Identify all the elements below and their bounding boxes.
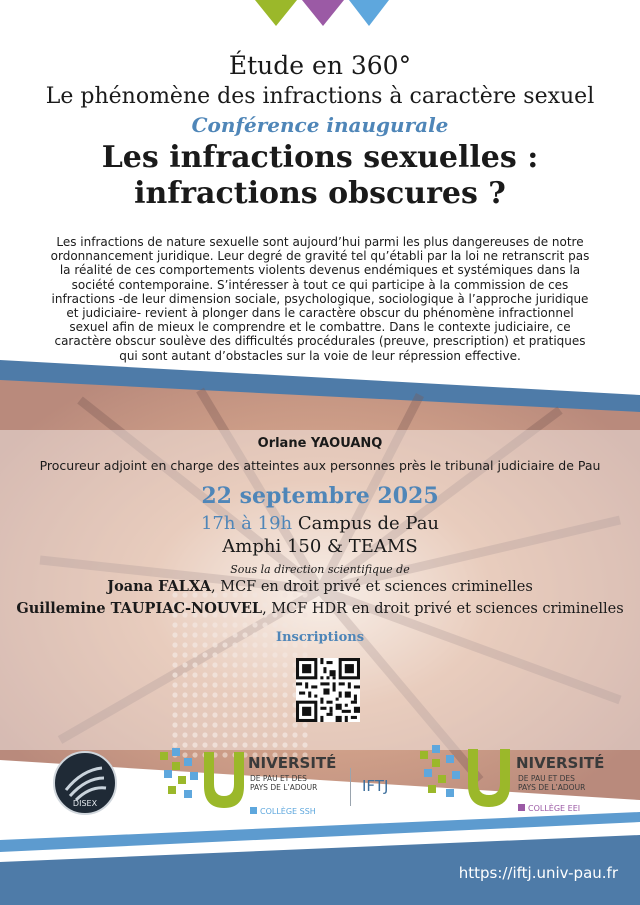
website-link[interactable]: https://iftj.univ-pau.fr [458, 864, 618, 882]
logo-divider [350, 768, 351, 806]
college-eei-label: COLLÈGE EEI [528, 804, 581, 813]
disex-logo [52, 750, 118, 816]
registration-label: Inscriptions [275, 630, 365, 645]
conference-title-line1: Les infractions sexuelles : [101, 140, 539, 175]
event-time-place [0, 513, 640, 534]
triangle-decorations [255, 0, 390, 30]
speaker-name: Orlane YAOUANQ [257, 436, 383, 451]
uppa-line3-eei: PAYS DE L’ADOUR [518, 783, 586, 792]
event-room: Amphi 150 & TEAMS [222, 536, 418, 557]
uppa-subtitle-eei [518, 774, 585, 792]
iftj-logo: IFTJ [362, 777, 389, 795]
director-2-title: , MCF HDR en droit privé et sciences criminelles [262, 601, 624, 617]
direction-label: Sous la direction scientifique de [230, 563, 410, 576]
uppa-line3-ssh: PAYS DE L’ADOUR [250, 783, 318, 792]
subtitle: Le phénomène des infractions à caractère sexuel [45, 84, 595, 109]
uppa-niversite-ssh: NIVERSITÉ [248, 754, 337, 772]
green-triangle [255, 0, 297, 26]
uppa-pixel-mark-eei [420, 745, 512, 809]
college-ssh [250, 807, 316, 816]
event-time: 17h à 19h [200, 513, 293, 534]
conference-label: Conférence inaugurale [191, 113, 449, 137]
director-1 [0, 578, 640, 595]
purple-triangle [302, 0, 344, 26]
abstract-text: Les infractions de nature sexuelle sont aujourd’hui parmi les plus dangereuses de notre ordonnancement juridique. Leur degré de gravité tel qu’établi par la loi ne retranscrit pas la réalité de ces comportements violents devenus endémiques et systémiques dans la société contemporaine. S’intéresser à tout ce qui participe à la commission de ces infractions -de leur dimension sociale, psychologique, sociologique à l’approche juridique et judiciaire- revient à plonger dans le caractère obscur du phénomène infractionnel sexuel afin de mieux le comprendre et le combattre. Dans le contexte judiciaire, ce caractère obscur soulève des difficultés procédurales (preuve, prescription) et pratiques qui sont autant d’obstacles sur la voie de leur répression effective. [50, 235, 590, 363]
college-eei [518, 804, 580, 813]
disex-logo-text: DISEX [72, 799, 98, 808]
event-date: 22 septembre 2025 [201, 483, 439, 509]
main-title: Étude en 360° [228, 51, 412, 80]
uppa-subtitle-ssh [250, 774, 317, 792]
uppa-niversite-eei: NIVERSITÉ [516, 754, 605, 772]
director-1-title: , MCF en droit privé et sciences criminelles [211, 579, 533, 595]
director-2 [0, 600, 640, 617]
registration-qr-code[interactable] [296, 658, 360, 722]
director-2-name: Guillemine TAUPIAC-NOUVEL [16, 600, 263, 617]
event-place: Campus de Pau [297, 513, 440, 534]
conference-title [0, 140, 640, 212]
uppa-line2-ssh: DE PAU ET DES [250, 774, 307, 783]
college-ssh-label: COLLÈGE SSH [260, 807, 316, 816]
director-1-name: Joana FALXA [107, 578, 211, 595]
uppa-pixel-mark-ssh [160, 748, 244, 810]
uppa-line2-eei: DE PAU ET DES [518, 774, 575, 783]
blue-triangle [349, 0, 389, 26]
conference-title-line2: infractions obscures ? [134, 176, 506, 211]
college-ssh-square-icon [250, 807, 257, 814]
college-eei-square-icon [518, 804, 525, 811]
speaker-role: Procureur adjoint en charge des atteintes aux personnes près le tribunal judiciaire de Pau [39, 458, 601, 473]
